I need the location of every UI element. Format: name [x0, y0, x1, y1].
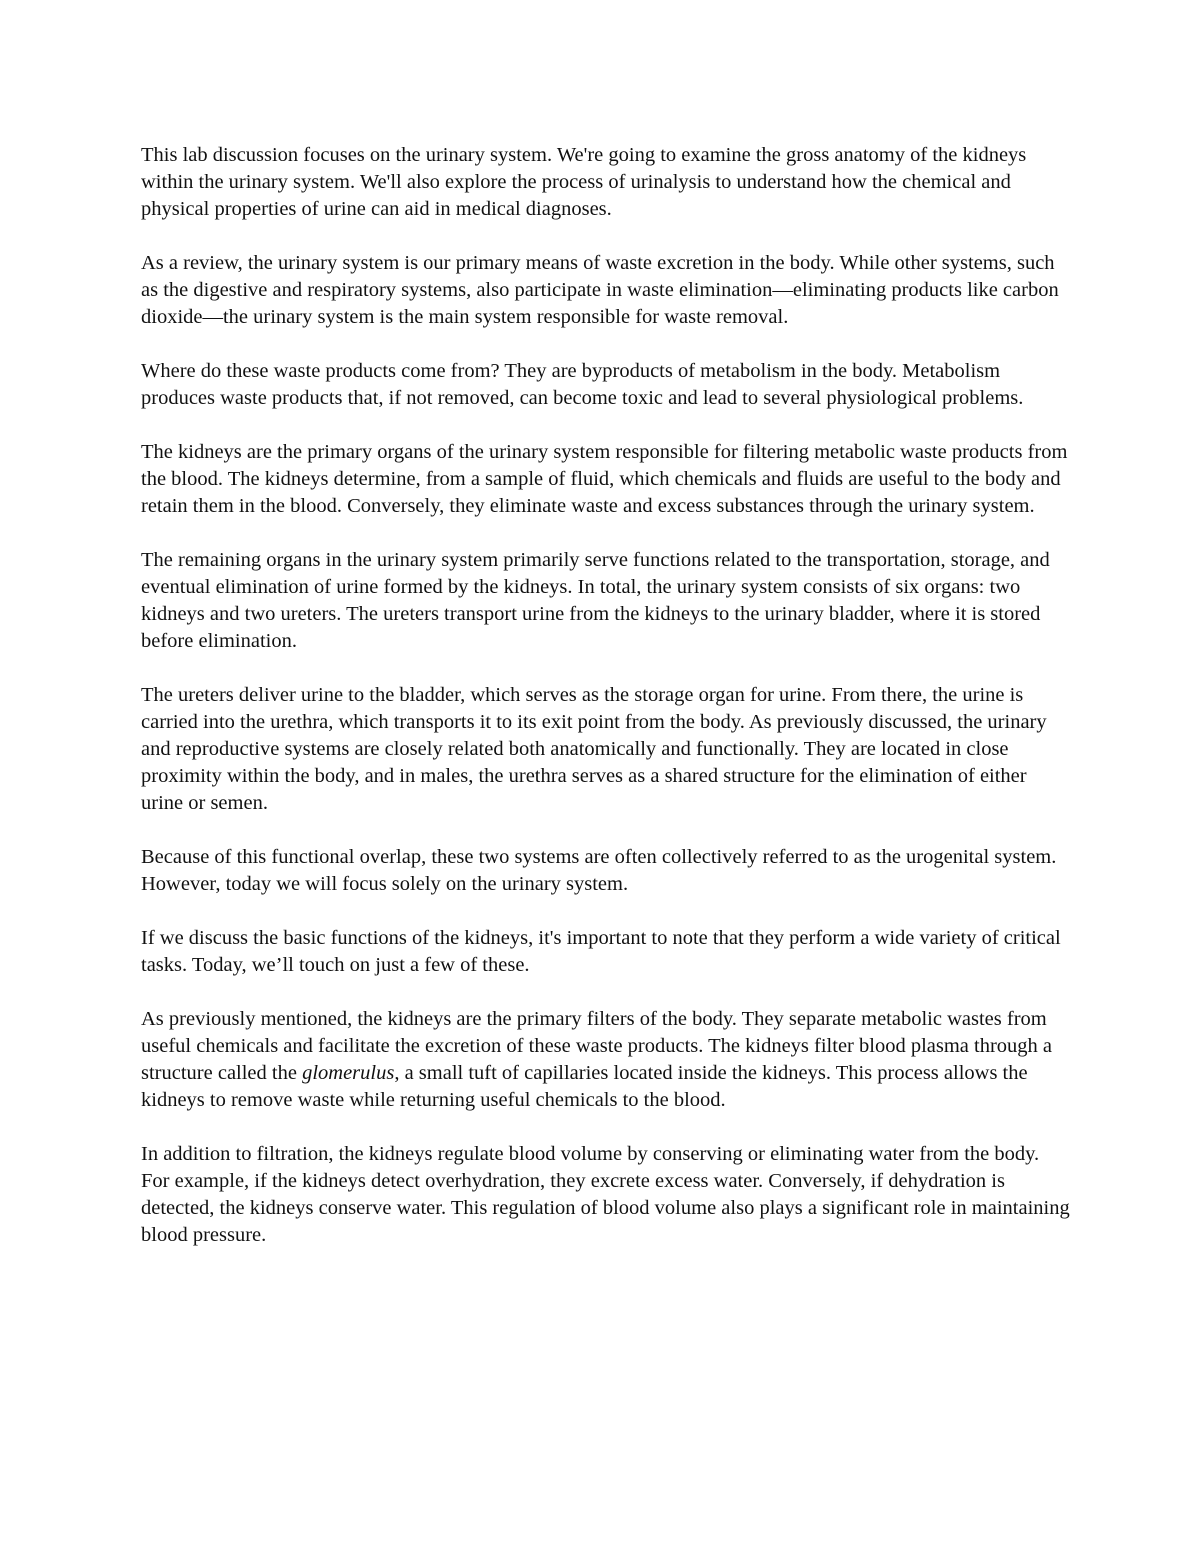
document-page	[141, 142, 1071, 1276]
paragraph-8: If we discuss the basic functions of the kidneys, it's important to note that they perform a wide variety of critical tasks. Today, we’ll touch on just a few of these.	[141, 927, 1061, 976]
paragraph-4: The kidneys are the primary organs of the urinary system responsible for filtering metabolic waste products from the blood. The kidneys determine, from a sample of fluid, which chemicals and fluids are useful to the body and retain them in the blood. Conversely, they eliminate waste and excess substances through the urinary system.	[141, 441, 1068, 517]
paragraph-2: As a review, the urinary system is our primary means of waste excretion in the body. While other systems, such as the digestive and respiratory systems, also participate in waste elimination—eliminating products like carbon dioxide—the urinary system is the main system responsible for waste removal.	[141, 252, 1059, 328]
paragraph-3: Where do these waste products come from? They are byproducts of metabolism in the body. Metabolism produces waste products that, if not removed, can become toxic and lead to several physiological problems.	[141, 360, 1024, 409]
paragraph-10: In addition to filtration, the kidneys regulate blood volume by conserving or eliminating water from the body. For example, if the kidneys detect overhydration, they excrete excess water. Conversely, if dehydration is detected, the kidneys conserve water. This regulation of blood volume also plays a significant role in maintaining blood pressure.	[141, 1143, 1070, 1246]
paragraph-9	[141, 1006, 1071, 1114]
paragraph-9-part2: , a small tuft of capillaries located inside the kidneys. This process allows the kidneys to remove waste while returning useful chemicals to the blood.	[141, 1062, 1028, 1111]
paragraph-6: The ureters deliver urine to the bladder, which serves as the storage organ for urine. From there, the urine is carried into the urethra, which transports it to its exit point from the body. As previously discussed, the urinary and reproductive systems are closely related both anatomically and functionally. They are located in close proximity within the body, and in males, the urethra serves as a shared structure for the elimination of either urine or semen.	[141, 684, 1047, 814]
glomerulus-term: glomerulus	[302, 1062, 395, 1084]
paragraph-7: Because of this functional overlap, these two systems are often collectively referred to as the urogenital system. However, today we will focus solely on the urinary system.	[141, 846, 1057, 895]
paragraph-9-part1: As previously mentioned, the kidneys are the primary filters of the body. They separate metabolic wastes from useful chemicals and facilitate the excretion of these waste products. The kidneys filter blood plasma through a structure called the	[141, 1008, 1053, 1084]
paragraph-5: The remaining organs in the urinary system primarily serve functions related to the transportation, storage, and eventual elimination of urine formed by the kidneys. In total, the urinary system consists of six organs: two kidneys and two ureters. The ureters transport urine from the kidneys to the urinary bladder, where it is stored before elimination.	[141, 549, 1050, 652]
paragraph-1: This lab discussion focuses on the urinary system. We're going to examine the gross anatomy of the kidneys within the urinary system. We'll also explore the process of urinalysis to understand how the chemical and physical properties of urine can aid in medical diagnoses.	[141, 144, 1027, 220]
